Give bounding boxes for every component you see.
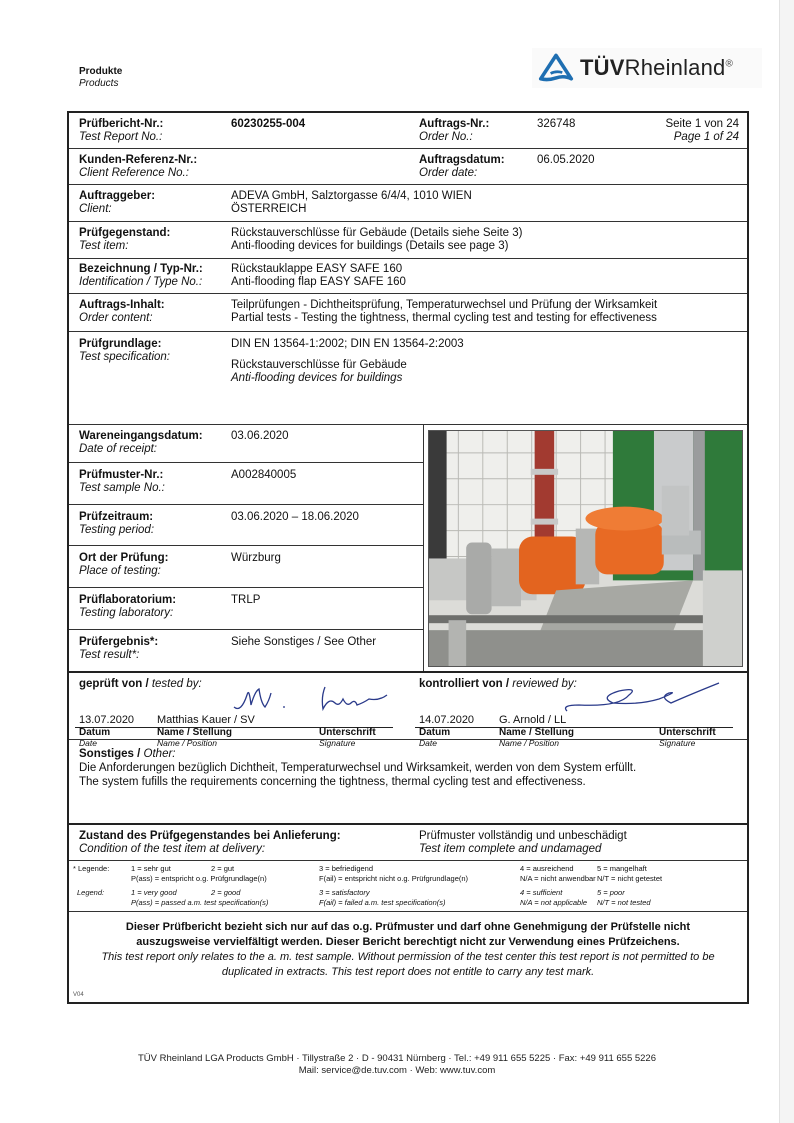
- report-no-value: 60230255-004: [231, 118, 306, 130]
- col-name-en: Name / Position: [157, 738, 217, 748]
- details-list: [69, 425, 424, 671]
- reviewed-date: 14.07.2020: [419, 714, 475, 726]
- test-item-de: Rückstauverschlüsse für Gebäude (Details siehe Seite 3): [231, 227, 523, 239]
- ident-label-en: Identification / Type No.:: [79, 276, 203, 288]
- details-and-photo: [69, 425, 747, 673]
- detail-label: Prüfzeitraum:: [79, 511, 154, 523]
- disclaimer-en-line1: This test report only relates to the a. m. test sample. Without permission of the test center this test report is not permitted to be: [101, 951, 715, 963]
- reviewed-by-heading: kontrolliert von / reviewed by:: [419, 678, 577, 690]
- detail-label: Prüfmuster-Nr.:: [79, 469, 164, 481]
- order-no-value: 326748: [537, 118, 576, 130]
- client-country: ÖSTERREICH: [231, 203, 307, 215]
- col-date: Datum: [79, 727, 111, 738]
- detail-label: Ort der Prüfung:: [79, 552, 169, 564]
- order-no-label-en: Order No.:: [419, 131, 473, 143]
- order-date-value: 06.05.2020: [537, 154, 595, 166]
- legend-item: 3 = satisfactory: [319, 888, 370, 897]
- col-signature-en: Signature: [659, 738, 696, 748]
- legend-item: P(ass) = passed a.m. test specification(s): [131, 898, 269, 907]
- tuv-triangle-icon: [538, 53, 574, 83]
- spec-label: Prüfgrundlage:: [79, 338, 162, 350]
- detail-label-en: Test result*:: [79, 649, 140, 661]
- footer-contact-line: Mail: service@de.tuv.com · Web: www.tuv.com: [298, 1065, 496, 1076]
- other-heading: Sonstiges / Other:: [79, 748, 176, 760]
- tested-by-heading: geprüft von / tested by:: [79, 678, 202, 690]
- row-report-number: [69, 113, 747, 149]
- legend-item: N/A = nicht anwendbar: [520, 874, 596, 883]
- content-de: Teilprüfungen - Dichtheitsprüfung, Temperaturwechsel und Prüfung der Wirksamkeit: [231, 299, 658, 311]
- detail-value: Würzburg: [231, 552, 281, 564]
- legend-item: F(ail) = entspricht nicht o.g. Prüfgrundlage(n): [319, 874, 469, 883]
- legend-item: 4 = sufficient: [520, 888, 563, 897]
- col-signature-en: Signature: [319, 738, 356, 748]
- report-cover-table: [67, 111, 749, 1004]
- test-item-label: Prüfgegenstand:: [79, 227, 171, 239]
- spec-title-de: Rückstauverschlüsse für Gebäude: [231, 359, 407, 371]
- legend-item: N/A = not applicable: [520, 898, 588, 907]
- detail-value: Siehe Sonstiges / See Other: [231, 636, 377, 648]
- footer-company-line: TÜV Rheinland LGA Products GmbH · Tillystraße 2 · D - 90431 Nürnberg · Tel.: +49 911 655 5225 · Fax: +49 911 655 5226: [137, 1053, 657, 1064]
- section-heading: [79, 66, 122, 90]
- detail-label-en: Testing laboratory:: [79, 607, 174, 619]
- client-ref-label-en: Client Reference No.:: [79, 167, 189, 179]
- section-label-de: Produkte: [79, 66, 123, 77]
- row-client: [69, 185, 747, 222]
- signature-kauer: [229, 683, 419, 719]
- col-date-en: Date: [419, 738, 437, 748]
- tuv-rheinland-logo: [532, 48, 762, 88]
- client-address: ADEVA GmbH, Salztorgasse 6/4/4, 1010 WIEN: [231, 190, 472, 202]
- content-label: Auftrags-Inhalt:: [79, 299, 165, 311]
- legend-title-de: * Legende:: [73, 864, 110, 873]
- row-test-specification: [69, 332, 747, 425]
- signature-block: [69, 673, 747, 748]
- legend-item: 4 = ausreichend: [520, 864, 574, 873]
- page-indicator-de: Seite 1 von 24: [665, 118, 739, 130]
- col-signature: Unterschrift: [659, 727, 716, 738]
- order-date-label-en: Order date:: [419, 167, 478, 179]
- detail-label-en: Testing period:: [79, 524, 155, 536]
- legend-item: 1 = very good: [131, 888, 177, 897]
- test-item-photo: [428, 430, 743, 667]
- disclaimer-en-line2: duplicated in extracts. This test report does not entitle to carry any test mark.: [221, 966, 595, 978]
- detail-label: Prüfergebnis*:: [79, 636, 159, 648]
- detail-value: 03.06.2020: [231, 430, 289, 442]
- detail-row: [69, 425, 423, 463]
- legend-item: P(ass) = entspricht o.g. Prüfgrundlage(n): [131, 874, 267, 883]
- legend-item: N/T = not tested: [597, 898, 651, 907]
- legend-item: 1 = sehr gut: [131, 864, 171, 873]
- client-label-en: Client:: [79, 203, 112, 215]
- logo-wordmark: TÜVRheinland®: [580, 55, 734, 80]
- test-item-label-en: Test item:: [79, 240, 129, 252]
- detail-label: Wareneingangsdatum:: [79, 430, 203, 442]
- tested-date: 13.07.2020: [79, 714, 135, 726]
- report-no-label: Prüfbericht-Nr.:: [79, 118, 164, 130]
- detail-row: [69, 630, 423, 674]
- other-text-de: Die Anforderungen bezüglich Dichtheit, Temperaturwechsel und Wirksamkeit, werden von dem System erfüllt.: [79, 762, 637, 774]
- condition-value-en: Test item complete and undamaged: [419, 843, 602, 855]
- row-condition: [69, 825, 747, 861]
- spec-title-en: Anti-flooding devices for buildings: [231, 372, 403, 384]
- section-label-en: Products: [79, 78, 119, 89]
- ident-de: Rückstauklappe EASY SAFE 160: [231, 263, 403, 275]
- detail-label: Prüflaboratorium:: [79, 594, 177, 606]
- detail-label-en: Test sample No.:: [79, 482, 165, 494]
- report-no-label-en: Test Report No.:: [79, 131, 163, 143]
- client-ref-label: Kunden-Referenz-Nr.:: [79, 154, 198, 166]
- row-client-reference: [69, 149, 747, 185]
- col-name: Name / Stellung: [499, 727, 575, 738]
- test-item-en: Anti-flooding devices for buildings (Details see page 3): [231, 240, 509, 252]
- row-test-item: [69, 222, 747, 259]
- spec-norms: DIN EN 13564-1:2002; DIN EN 13564-2:2003: [231, 338, 464, 350]
- detail-row: [69, 505, 423, 546]
- order-no-label: Auftrags-Nr.:: [419, 118, 490, 130]
- legend-item: 5 = mangelhaft: [597, 864, 647, 873]
- detail-row: [69, 463, 423, 505]
- detail-row: [69, 588, 423, 630]
- client-label: Auftraggeber:: [79, 190, 156, 202]
- page-indicator-en: Page 1 of 24: [673, 131, 739, 143]
- reviewed-name: G. Arnold / LL: [499, 714, 567, 726]
- ident-label: Bezeichnung / Typ-Nr.:: [79, 263, 203, 275]
- disclaimer-block: [69, 912, 747, 1002]
- col-signature: Unterschrift: [319, 727, 376, 738]
- content-label-en: Order content:: [79, 312, 153, 324]
- page-footer: [0, 1053, 794, 1077]
- detail-value: A002840005: [231, 469, 297, 481]
- col-date-en: Date: [79, 738, 97, 748]
- other-text-en: The system fufills the requirements concerning the tightness, thermal cycling test and effectiveness.: [79, 776, 586, 788]
- detail-value: TRLP: [231, 594, 261, 606]
- disclaimer-de-line1: Dieser Prüfbericht bezieht sich nur auf das o.g. Prüfmuster und darf ohne Genehmigung der Prüfstelle nicht: [125, 921, 691, 933]
- ident-en: Anti-flooding flap EASY SAFE 160: [231, 276, 406, 288]
- page-edge-scrollbar: [779, 0, 794, 1123]
- col-name-en: Name / Position: [499, 738, 559, 748]
- tested-name: Matthias Kauer / SV: [157, 714, 255, 726]
- signature-arnold: [559, 677, 739, 717]
- row-identification: [69, 259, 747, 294]
- condition-value-de: Prüfmuster vollständig und unbeschädigt: [419, 830, 627, 842]
- legend-item: 3 = befriedigend: [319, 864, 374, 873]
- spec-label-en: Test specification:: [79, 351, 170, 363]
- condition-label-en: Condition of the test item at delivery:: [79, 843, 266, 855]
- row-order-content: [69, 294, 747, 332]
- detail-label-en: Date of receipt:: [79, 443, 157, 455]
- pipe-test-rig-image: [429, 431, 742, 666]
- row-other: [69, 740, 747, 825]
- disclaimer-de-line2: auszugsweise vervielfältigt werden. Dieser Bericht berechtigt nicht zur Verwendung eines Prüfzeichens.: [136, 936, 680, 948]
- content-en: Partial tests - Testing the tightness, thermal cycling test and testing for effectiveness: [231, 312, 657, 324]
- legend-item: 5 = poor: [597, 888, 625, 897]
- legend-item: 2 = good: [211, 888, 241, 897]
- form-version: V04: [73, 992, 84, 998]
- detail-label-en: Place of testing:: [79, 565, 161, 577]
- legend-item: 2 = gut: [211, 864, 235, 873]
- detail-row: [69, 546, 423, 588]
- legend-title-en: Legend:: [77, 888, 105, 897]
- detail-value: 03.06.2020 – 18.06.2020: [231, 511, 359, 523]
- condition-label: Zustand des Prüfgegenstandes bei Anlieferung:: [79, 830, 341, 842]
- legend-item: N/T = nicht getestet: [597, 874, 663, 883]
- col-name: Name / Stellung: [157, 727, 233, 738]
- order-date-label: Auftragsdatum:: [419, 154, 505, 166]
- test-item-photo-frame: [424, 425, 747, 671]
- legend-item: F(ail) = failed a.m. test specification(s): [319, 898, 446, 907]
- grading-legend: [69, 861, 747, 912]
- col-date: Datum: [419, 727, 451, 738]
